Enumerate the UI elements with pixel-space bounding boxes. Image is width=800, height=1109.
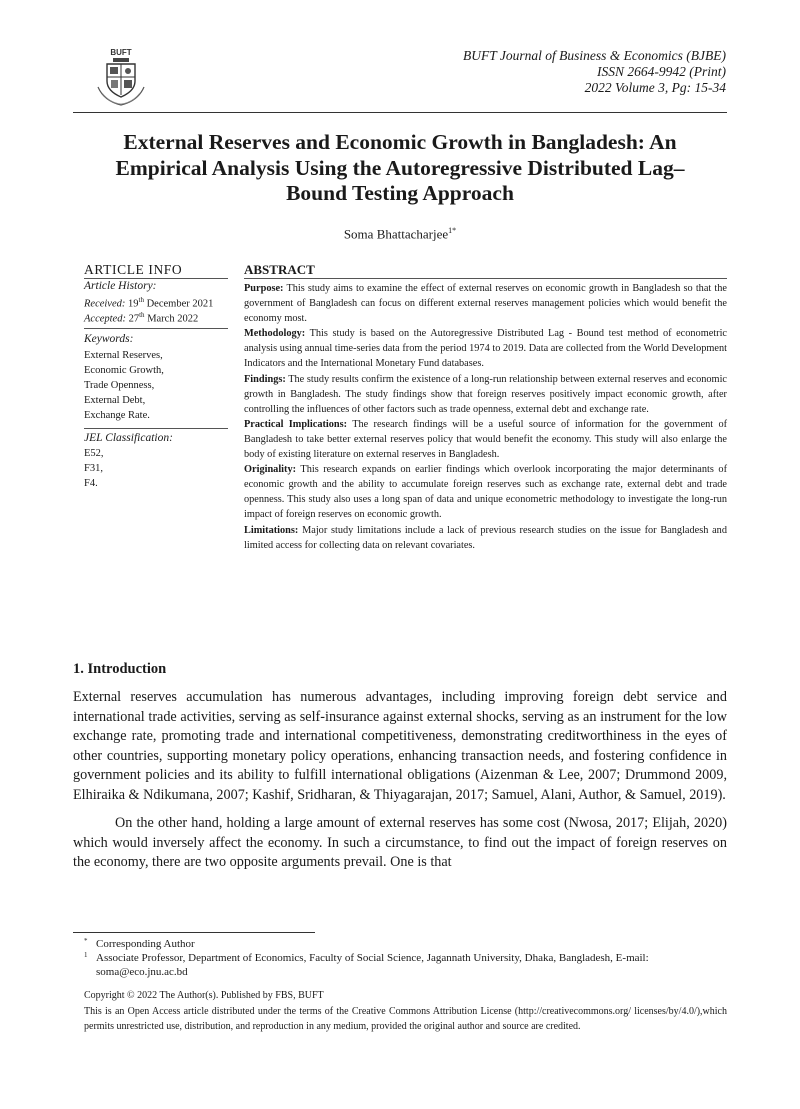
abstract-practical-implications: Practical Implications: The research findings will be a useful source of information for the government of Bangladesh to take better external reserves policy that would benefit the economy. This study will also enlarge the body of existing literature on external reserves in Bangladesh. (244, 418, 728, 461)
keywords-label: Keywords: (84, 333, 134, 345)
body-paragraph: On the other hand, holding a large amount of external reserves has some cost (Nwosa, 2017; Elijah, 2020) which would inversely affect the economy. In such a circumstance, to find out the impact of foreign reserves on the economy, there are two opposite arguments prevail. One is that (73, 815, 727, 870)
article-history-label: Article History: (84, 280, 157, 292)
abstract-findings: Findings: The study results confirm the existence of a long-run relationship between external reserves and economic growth in Bangladesh. The study findings show that foreign reserves positively impact economic growth, after controlling the influences of other factors such as trade openness, external debt and exchange rate. (244, 373, 727, 415)
footnote-corresponding: * Corresponding Author (84, 937, 195, 950)
body-text (73, 688, 727, 882)
footnote-divider (73, 932, 315, 933)
abstract-limitations: Limitations: Major study limitations include a lack of previous research studies on the issue for Bangladesh and limited access for collecting data on relevant covariates. (244, 524, 727, 551)
jel-item: F31, (84, 463, 103, 474)
keyword-item: Economic Growth, (84, 365, 164, 376)
jel-item: E52, (84, 448, 104, 459)
license-notice: This is an Open Access article distributed under the terms of the Creative Commons Attribution License (http://creativecommons.org/ licenses/by/4.0/),which permits unrestricted use, distribution, and reproduction in any medium, provided the original author and source are credited. (84, 1006, 727, 1032)
footnotes (84, 938, 727, 979)
article-info-divider (84, 278, 228, 279)
header-divider (73, 112, 727, 113)
abstract-divider (244, 278, 727, 279)
keyword-item: External Reserves, (84, 350, 163, 361)
jel-item: F4. (84, 478, 98, 489)
journal-name: BUFT Journal of Business & Economics (BJBE) (463, 48, 726, 63)
keywords-divider (84, 328, 228, 329)
body-paragraph: External reserves accumulation has numerous advantages, including improving foreign debt service and international trade activities, serving as self-insurance against external shocks, serving as an instrument for the low exchange rate, promoting trade and international competitiveness, demonstrating creditworthiness in the eyes of other countries, supporting monetary policy operations, enhancing transaction needs, and fostering confidence in government policies and its ability to fulfill international obligations (Aizenman & Lee, 2007; Drummond 2009, Elhiraika & Ndikumana, 2007; Kashif, Sridharan, & Thiyagarajan, 2017; Samuel, Alani, Author, & Samuel, 2019). (73, 689, 727, 803)
author-line (0, 226, 800, 242)
keyword-item: Exchange Rate. (84, 410, 150, 421)
abstract-heading: ABSTRACT (244, 262, 315, 277)
section-heading-introduction: 1. Introduction (73, 661, 167, 677)
journal-volume: 2022 Volume 3, Pg: 15-34 (584, 80, 726, 96)
journal-issn: ISSN 2664-9942 (Print) (597, 64, 726, 80)
accepted-date: Accepted: 27th March 2022 (84, 311, 199, 325)
jel-divider (84, 428, 228, 429)
keyword-item: Trade Openness, (84, 380, 155, 391)
abstract-originality: Originality: This research expands on earlier findings which overlook incorporating the major determinants of economic growth and the ability to accumulate foreign reserves such as exchange rate, external debt and trade openness. This study also uses a long span of data and unique econometric methodology to investigate the long-run impact of foreign reserves on economic growth. (244, 464, 727, 521)
copyright-notice: Copyright © 2022 The Author(s). Published by FBS, BUFT (84, 990, 324, 1001)
paper-title: External Reserves and Economic Growth in Bangladesh: An Empirical Analysis Using the Autoregressive Distributed Lag–Bound Testing Approach (115, 130, 685, 205)
article-info-heading: ARTICLE INFO (84, 262, 183, 277)
jel-label: JEL Classification: (84, 432, 173, 444)
logo-text: BUFT (110, 48, 132, 57)
abstract-methodology: Methodology: This study is based on the Autoregressive Distributed Lag - Bound test method of econometric analysis using annual time-series data from the period 1974 to 2019. Data are collected from the World Development Indicators and the International Monetary Fund databases. (244, 328, 727, 370)
keyword-item: External Debt, (84, 395, 146, 406)
footnote-affiliation: 1 Associate Professor, Department of Economics, Faculty of Social Science, Jagannath University, Dhaka, Bangladesh, E-mail: soma@eco.jnu.ac.bd (84, 950, 649, 978)
journal-info (463, 48, 726, 97)
author-mark: 1* (448, 226, 457, 235)
abstract-purpose: Purpose: This study aims to examine the effect of external reserves on economic growth in Bangladesh so that the government of Bangladesh can focus on different external reserves management policies which would benefit the economy most. (244, 283, 727, 325)
abstract-body (244, 281, 727, 553)
author-name: Soma Bhattacharjee (343, 226, 449, 242)
received-date: Received: 19th December 2021 (84, 296, 214, 310)
buft-logo (92, 47, 150, 109)
